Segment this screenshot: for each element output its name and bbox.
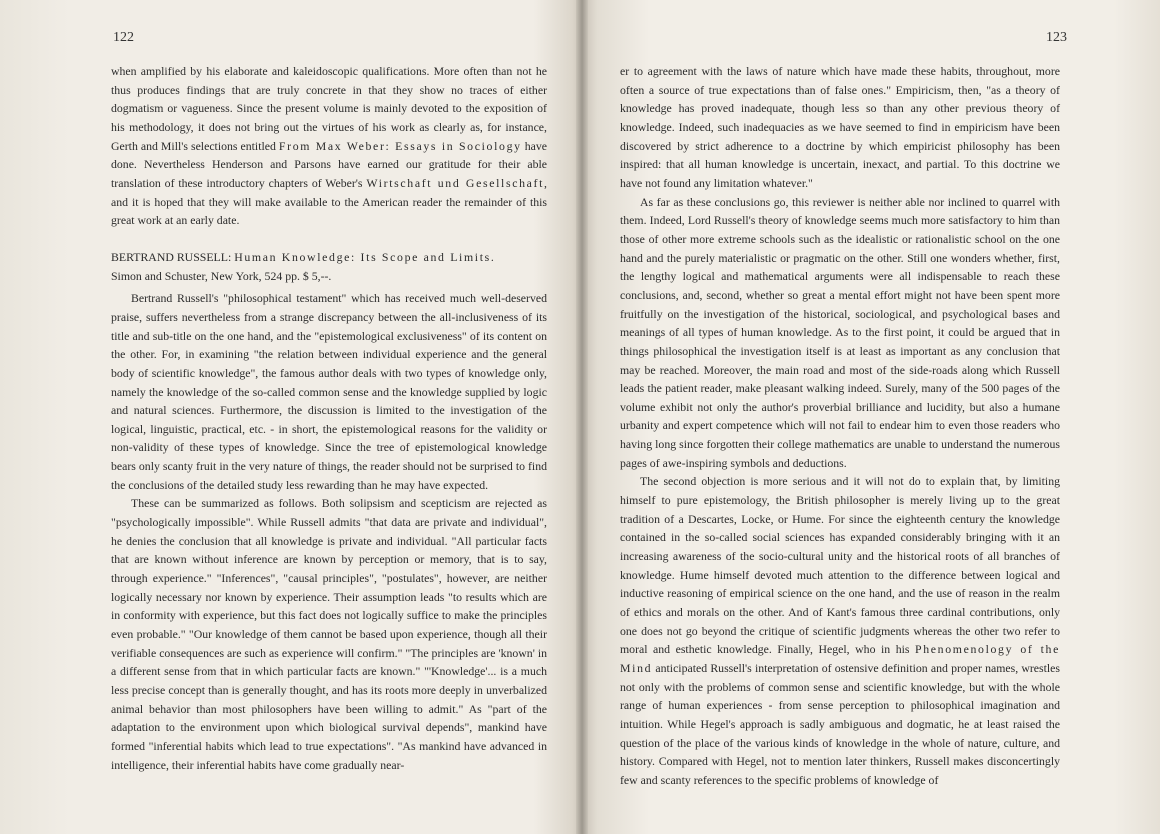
book-title: Phenomenology of the Mind: [620, 642, 1060, 675]
review-publisher: Simon and Schuster, New York, 524 pp. $ 5,--.: [111, 268, 332, 283]
right-page: [588, 0, 1160, 834]
page-text: [111, 62, 547, 774]
paragraph: Bertrand Russell's "philosophical testament" which has received much well-deserved praise, suffers nevertheless from a strange discrepancy between the all-inclusiveness of its title and sub-title on the one hand, and the "epistemological exclusiveness" of its content on the other. For, in examining "the relation between individual experience and the general body of scientific knowledge", the famous author deals with two types of knowledge only, namely the knowledge of the so-called common sense and the knowledge supplied by logic and natural sciences. Furthermore, the discussion is limited to the investigation of the logical, linguistic, practical, etc. - in short, the epistemological reasons for the validity or non-validity of these types of knowledge. Since the tree of epistemological knowledge bears only scanty fruit in the very nature of things, the reader should not be surprised to find the conclusions of the detailed study less rewarding than he may have expected.: [111, 291, 547, 492]
paragraph: As far as these conclusions go, this reviewer is neither able nor inclined to quarrel with them. Indeed, Lord Russell's theory of knowledge seems much more satisfactory to him than those of other more extreme schools such as the idealistic or rationalistic school on the one hand and the purely materialistic or pragmatic on the other. Still one wonders whether, first, the lengthy logical and mathematical arguments were all indispensable to reach these conclusions, and, second, whether so great a mental effort might not have been spent more fruitfully on the investigation of the historical, sociological, and psychological bases and meanings of all types of human knowledge. As to the first point, it could be argued that in things philosophical the investigation itself is at least as important as any conclusion that may be reached. Moreover, the main road and most of the side-roads along which Russell leads the patient reader, make pleasant walking indeed. Surely, many of the 500 pages of the volume exhibit not only the author's proverbial brilliance and lucidity, but also a humane urbanity and expert competence which will not fail to endear him to even those readers who having long since forgotten their college mathematics are unable to understand the numerous pages of awe-inspiring symbols and deductions.: [620, 194, 1060, 470]
page-number: 123: [1046, 30, 1067, 45]
paragraph: The second objection is more serious and it will not do to explain that, by limiting himself to pure epistemology, the British philosopher is merely living up to the great tradition of a Descartes, Locke, or Hume. For since the eighteenth century the knowledge contained in the so-called social sciences has expanded considerably bringing with it an increasing awareness of the socio-cultural unity and the historical roots of all branches of knowledge. Hume himself devoted much attention to the difference between logical and inductive reasoning of empirical science on the one hand, and the use of reason in the realm of ethics and morals on the other. And of Kant's famous three cardinal contributions, only one does not go beyond the critique of scientific judgments whereas the other two refer to moral and esthetic knowledge. Finally, Hegel, who in his Phenomenology of the Mind anticipated Russell's interpretation of ostensive definition and proper names, wrestles not only with the problems of common sense and scientific knowledge, but with the whole range of human experiences - from sense perception to philosophical imagination and intuition. While Hegel's approach is sadly ambiguous and dogmatic, he at least raised the question of the place of the various kinds of knowledge in the whole of nature, culture, and history. Compared with Hegel, not to mention later thinkers, Russell makes disconcertingly few and scanty references to the specific problems of knowledge of: [620, 474, 1060, 787]
review-heading: [111, 248, 547, 267]
paragraph: These can be summarized as follows. Both solipsism and scepticism are rejected as "psychologically impossible". While Russell admits "that data are private and individual", he denies the conclusion that all knowledge is private and individual. "All particular facts that are known without inference are known by perception or memory, that is to say, through experience." "Inferences", "causal principles", "postulates", however, are neither logically necessary nor known by experience. Their assumption leads "to results which are in conformity with experience, but this fact does not logically suffice to make the principles even probable." "Our knowledge of them cannot be based upon experience, though all their verifiable consequences are such as experience will confirm." "The principles are 'known' in a different sense from that in which particular facts are known." "'Knowledge'... is a much less precise concept than is generally thought, and has its roots more deeply in unverbalized animal behavior than most philosophers have been willing to admit." As "part of the adaptation to the environment upon which biological survival depends", mankind have formed "inferential habits which lead to true expectations". "As mankind have advanced in intelligence, their inferential habits have come gradually near-: [111, 496, 547, 772]
book-title: Wirtschaft und Gesellschaft: [366, 175, 545, 190]
paragraph: er to agreement with the laws of nature which have made these habits, throughout, more often a source of true expectations than of false ones." Empiricism, then, "as a theory of knowledge has proved inadequate, though less so than any other previous theory of knowledge. Indeed, such inadequacies as we have seemed to find in empiricism have been discovered by strict adherence to a doctrine by which empiricist philosophy has been inspired: that all human knowledge is uncertain, inexact, and partial. To this doctrine we have not found any limitation whatever.": [620, 64, 1060, 190]
paragraph: when amplified by his elaborate and kaleidoscopic qualifications. More often than not he thus produces findings that are truly concrete in that they show no traces of either dogmatism or vagueness. Since the present volume is mainly devoted to the exposition of his methodology, it does not bring out the virtues of his work as clearly as, for instance, Gerth and Mill's selections entitled From Max Weber: Essays in Sociology have done. Nevertheless Henderson and Parsons have earned our gratitude for their able translation of these introductory chapters of Weber's Wirtschaft und Gesellschaft, and it is hoped that they will make available to the American reader the remainder of this great work at an early date.: [111, 64, 547, 228]
page-text: [620, 62, 1060, 790]
left-page: [0, 0, 576, 834]
book-title: From Max Weber: Essays in Sociology: [278, 138, 522, 153]
page-number: 122: [113, 30, 134, 45]
book-gutter: [576, 0, 588, 834]
review-author: BERTRAND RUSSELL:: [111, 249, 232, 264]
review-title: Human Knowledge: Its Scope and Limits.: [234, 249, 496, 264]
